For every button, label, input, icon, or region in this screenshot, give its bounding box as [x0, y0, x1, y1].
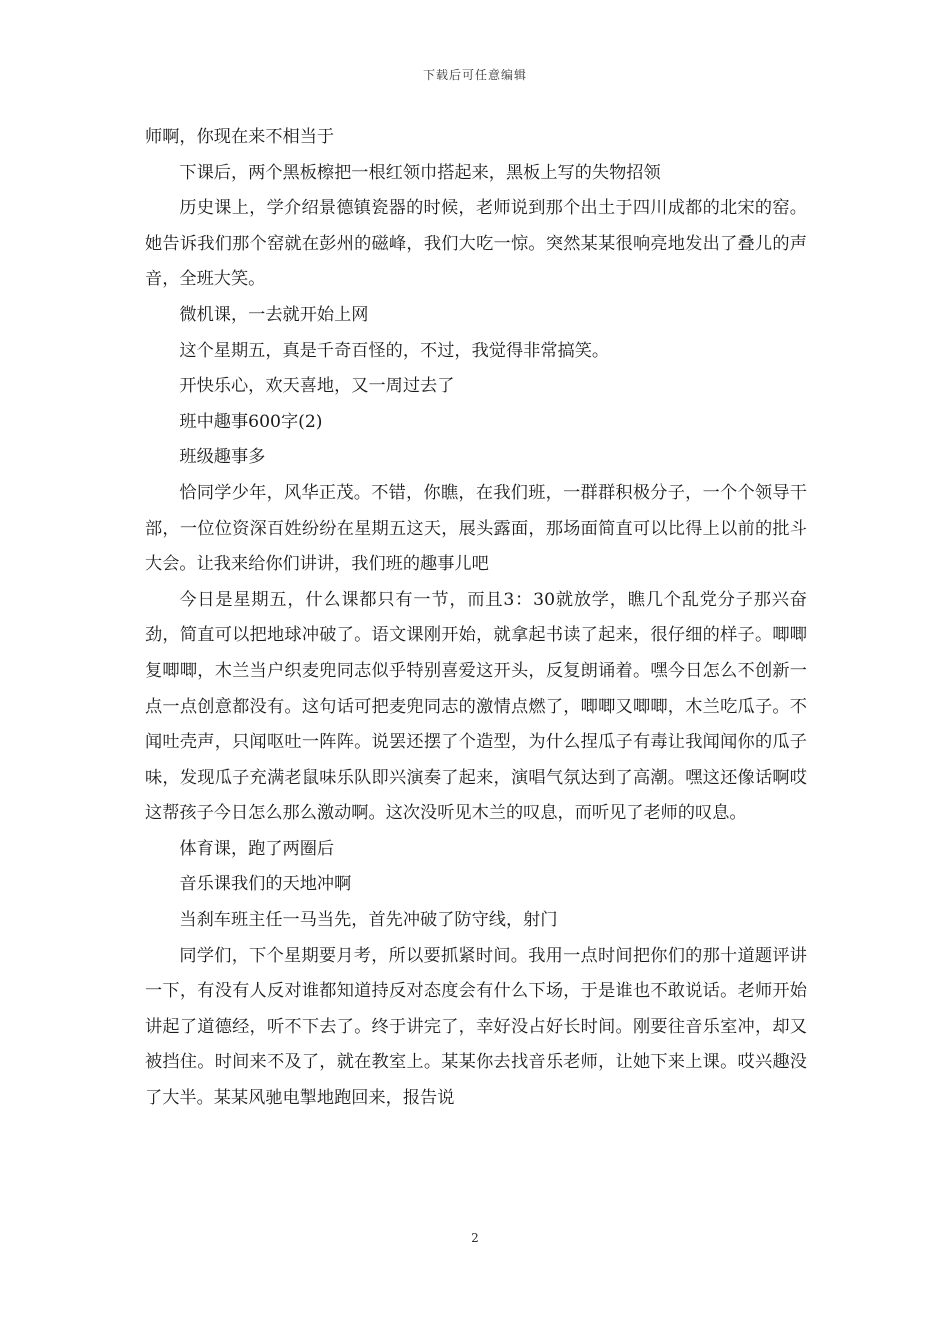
page-header: 下载后可任意编辑 [422, 68, 527, 82]
paragraph: 今日是星期五，什么课都只有一节，而且3：30就放学，瞧几个乱党分子那兴奋劲，简直可以把地球冲破了。语文课刚开始，就拿起书读了起来，很仔细的样子。唧唧复唧唧，木兰当户织麦兜同志似乎特别喜爱这开头，反复朗诵着。嘿今日怎么不创新一点一点创意都没有。这句话可把麦兜同志的激情点燃了，唧唧又唧唧，木兰吃瓜子。不闻吐壳声，只闻呕吐一阵阵。说罢还摆了个造型，为什么捏瓜子有毒让我闻闻你的瓜子味，发现瓜子充满老鼠味乐队即兴演奏了起来，演唱气氛达到了高潮。嘿这还像话啊哎这帮孩子今日怎么那么激动啊。这次没听见木兰的叹息，而听见了老师的叹息。 [145, 589, 807, 824]
paragraph: 开快乐心，欢天喜地，又一周过去了 [179, 376, 455, 397]
paragraph: 体育课，跑了两圈后 [179, 838, 335, 859]
paragraph: 同学们，下个星期要月考，所以要抓紧时间。我用一点时间把你们的那十道题评讲一下，有没有人反对谁都知道持反对态度会有什么下场，于是谁也不敢说话。老师开始讲起了道德经，听不下去了。终于讲完了，幸好没占好长时间。刚要往音乐室冲，却又被挡住。时间来不及了，就在教室上。某某你去找音乐老师，让她下来上课。哎兴趣没了大半。某某风驰电掣地跑回来，报告说 [145, 945, 807, 1109]
paragraph: 当刹车班主任一马当先，首先冲破了防守线，射门 [179, 910, 558, 931]
document-body [145, 120, 807, 1117]
paragraph: 这个星期五，真是千奇百怪的，不过，我觉得非常搞笑。 [179, 340, 610, 361]
paragraph: 恰同学少年，风华正茂。不错，你瞧，在我们班，一群群积极分子，一个个领导干部，一位位资深百姓纷纷在星期五这天，展头露面，那场面简直可以比得上以前的批斗大会。让我来给你们讲讲，我们班的趣事儿吧 [145, 482, 807, 575]
paragraph: 下课后，两个黑板檫把一根红领巾搭起来，黑板上写的失物招领 [179, 162, 661, 183]
paragraph: 师啊，你现在来不相当于 [145, 127, 335, 147]
paragraph: 班级趣事多 [179, 447, 266, 468]
paragraph: 历史课上，学介绍景德镇瓷器的时候，老师说到那个出土于四川成都的北宋的窑。她告诉我们那个窑就在彭州的磁峰，我们大吃一惊。突然某某很响亮地发出了叠儿的声音，全班大笑。 [145, 198, 807, 290]
paragraph: 微机课，一去就开始上网 [179, 304, 369, 325]
page-number: 2 [471, 1231, 479, 1245]
paragraph: 音乐课我们的天地冲啊 [179, 874, 352, 895]
section-title: 班中趣事600字(2) [179, 411, 323, 432]
